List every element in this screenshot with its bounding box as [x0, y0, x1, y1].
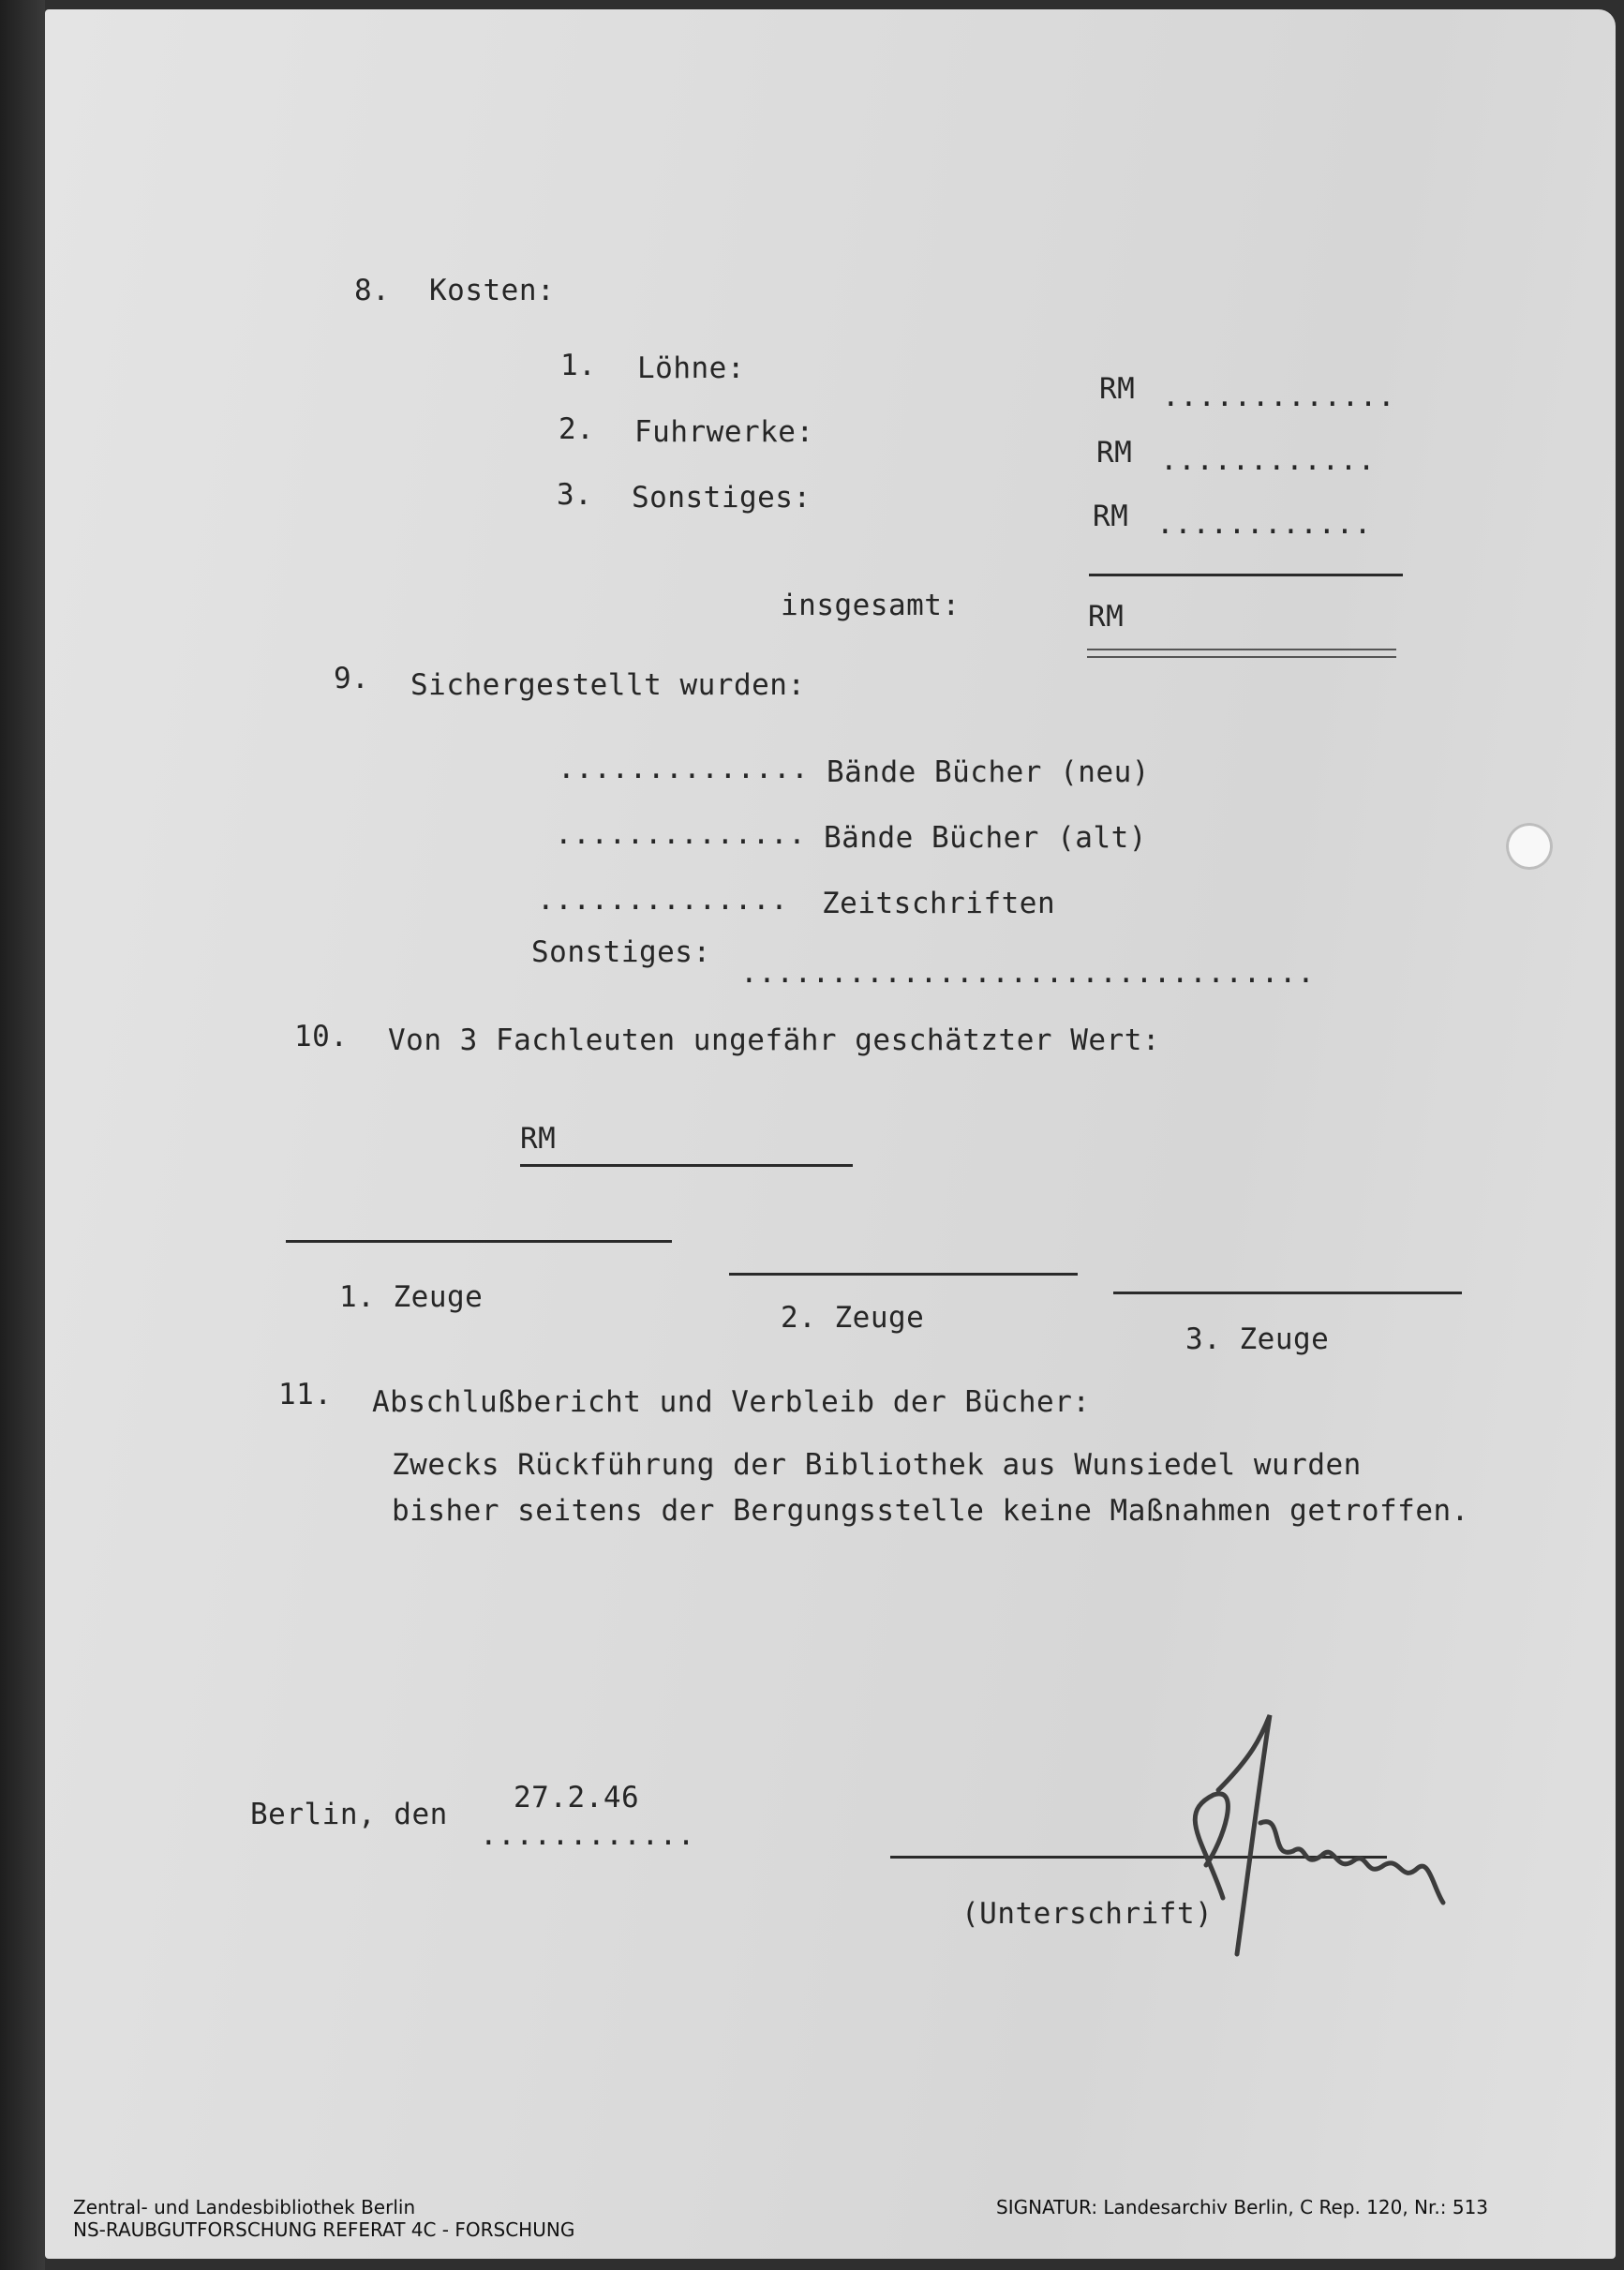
witness-line-2 — [729, 1273, 1078, 1276]
secured-other-label: Sonstiges: — [531, 935, 711, 969]
closing-report-line2: bisher seitens der Bergungsstelle keine Maßnahmen getroffen. — [392, 1494, 1469, 1528]
punch-hole — [1506, 823, 1553, 870]
closing-report-line1: Zwecks Rückführung der Bibliothek aus Wunsiedel wurden — [392, 1448, 1362, 1482]
section9-heading: Sichergestellt wurden: — [410, 668, 806, 702]
section11-heading: Abschlußbericht und Verbleib der Bücher: — [372, 1385, 1091, 1419]
signature-caption: (Unterschrift) — [961, 1897, 1214, 1931]
witness-3-label: 3. Zeuge — [1185, 1322, 1330, 1356]
secured-dots: .............. — [555, 817, 807, 851]
footer-signature-ref: SIGNATUR: Landesarchiv Berlin, C Rep. 120, Nr.: 513 — [996, 2196, 1489, 2218]
witness-1-label: 1. Zeuge — [339, 1280, 484, 1314]
witness-line-3 — [1113, 1292, 1462, 1294]
section10-heading: Von 3 Fachleuten ungefähr geschätzter Wert: — [388, 1023, 1161, 1057]
section9-number: 9. — [334, 662, 370, 695]
cost-item-label: Sonstiges: — [632, 481, 812, 515]
cost-item-number: 1. — [560, 349, 597, 382]
cost-item-dots: ............. — [1162, 380, 1396, 413]
total-double-rule — [1087, 649, 1396, 658]
handwritten-signature — [1120, 1701, 1457, 1964]
section11-number: 11. — [278, 1378, 333, 1411]
sum-rule — [1089, 574, 1403, 576]
cost-item-currency: RM — [1093, 500, 1129, 533]
secured-other-dots: ................................ — [740, 956, 1316, 990]
place-label: Berlin, den — [250, 1798, 448, 1831]
section8-heading: Kosten: — [429, 274, 556, 307]
estimate-currency: RM — [520, 1122, 557, 1156]
secured-dots: .............. — [537, 883, 789, 917]
section8-number: 8. — [354, 274, 391, 307]
scan-edge — [0, 0, 45, 2270]
total-currency: RM — [1088, 600, 1125, 634]
section10-number: 10. — [294, 1020, 349, 1053]
secured-label: Zeitschriften — [822, 887, 1056, 920]
cost-item-dots: ............ — [1160, 443, 1376, 477]
footer-library: Zentral- und Landesbibliothek Berlin — [73, 2196, 416, 2218]
total-label: insgesamt: — [781, 589, 961, 622]
cost-item-label: Fuhrwerke: — [634, 415, 814, 449]
date-dots: ............ — [480, 1818, 695, 1852]
witness-2-label: 2. Zeuge — [781, 1301, 925, 1335]
cost-item-currency: RM — [1099, 372, 1136, 406]
secured-dots: .............. — [558, 752, 810, 785]
cost-item-number: 2. — [559, 412, 595, 446]
cost-item-dots: ............ — [1156, 507, 1372, 541]
cost-item-label: Löhne: — [637, 351, 745, 385]
witness-line-1 — [286, 1240, 672, 1243]
estimate-rule — [520, 1164, 853, 1167]
secured-label: Bände Bücher (neu) — [827, 755, 1150, 789]
footer-department: NS-RAUBGUTFORSCHUNG REFERAT 4C - FORSCHUNG — [73, 2218, 575, 2241]
cost-item-currency: RM — [1096, 436, 1133, 470]
date-value: 27.2.46 — [514, 1781, 640, 1815]
cost-item-number: 3. — [557, 478, 593, 512]
secured-label: Bände Bücher (alt) — [824, 821, 1147, 855]
